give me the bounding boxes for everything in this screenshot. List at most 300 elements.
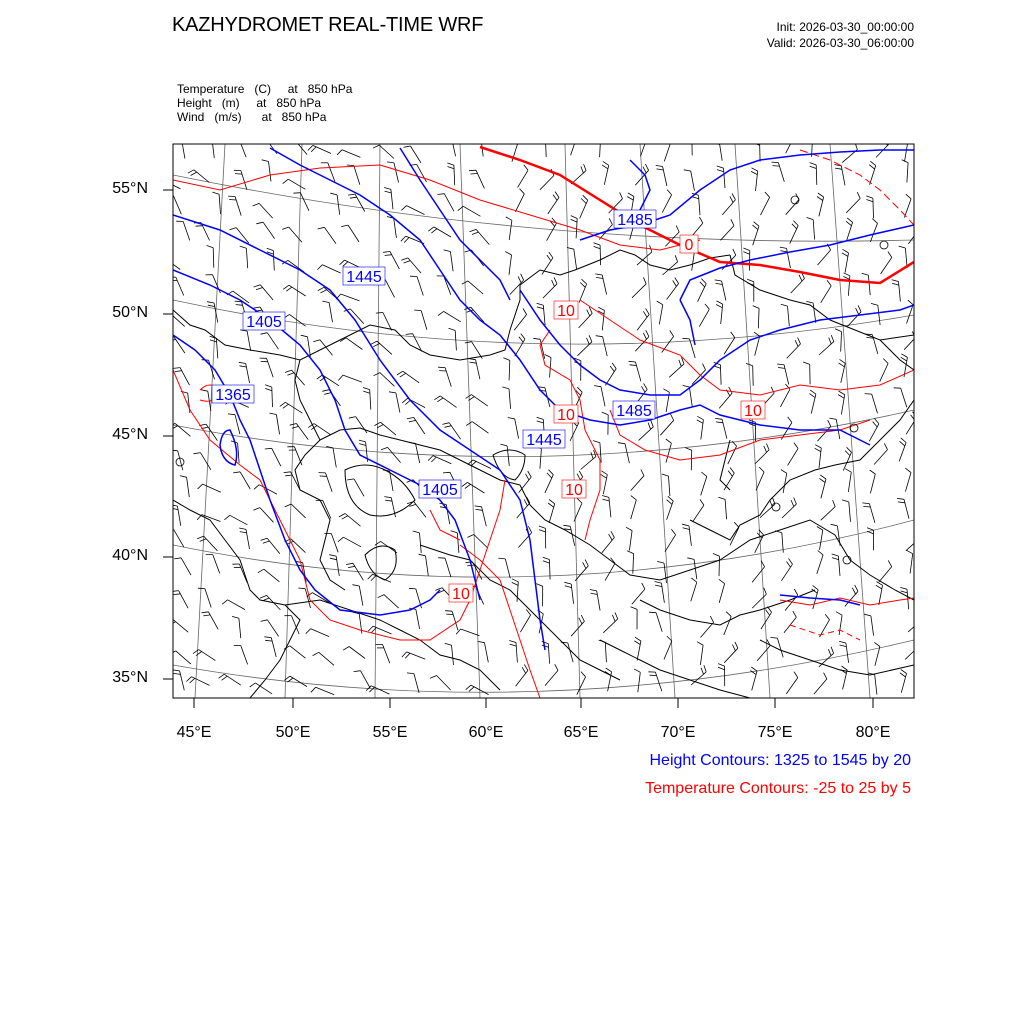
wind-barb-feather: [780, 247, 787, 248]
wind-barb-feather: [790, 130, 795, 135]
wind-barb-feather: [265, 385, 272, 387]
wind-barb-feather: [311, 687, 316, 692]
wind-barb: [380, 373, 395, 387]
wind-barb: [761, 197, 770, 215]
wind-barb-feather: [555, 192, 559, 198]
wind-barb: [224, 674, 241, 685]
wind-barb: [846, 643, 849, 663]
wind-barb: [724, 473, 734, 490]
wind-barb: [433, 456, 451, 464]
wind-barb: [543, 305, 545, 325]
wind-barb-feather: [874, 642, 880, 646]
wind-barb: [289, 314, 305, 326]
wind-barb-feather: [793, 221, 798, 226]
wind-barb-feather: [791, 500, 794, 507]
wind-barb-feather: [916, 222, 920, 228]
wind-barb-feather: [324, 393, 331, 395]
wind-barb-feather: [311, 147, 316, 152]
wind-barb-feather: [250, 683, 256, 687]
wind-barb: [669, 476, 670, 496]
wind-barb-feather: [794, 498, 797, 505]
svg-text:10: 10: [565, 482, 583, 499]
wind-barb-feather: [612, 363, 616, 369]
wind-barb: [271, 638, 276, 657]
wind-barb-feather: [348, 194, 355, 195]
wind-barb-feather: [173, 594, 180, 595]
wind-barb-feather: [634, 669, 640, 672]
wind-barb: [515, 194, 524, 212]
wind-barb-feather: [855, 585, 858, 591]
wind-barb-feather: [839, 363, 845, 367]
wind-barb: [164, 258, 180, 270]
wind-barb: [870, 474, 875, 493]
wind-barb: [694, 559, 697, 579]
wind-barb-feather: [283, 179, 289, 183]
wind-barb-feather: [668, 496, 673, 501]
wind-barb: [292, 370, 305, 385]
wind-barb: [848, 472, 851, 492]
wind-barb-feather: [284, 472, 291, 473]
wind-barb: [549, 560, 550, 580]
wind-barb-feather: [437, 398, 443, 402]
wind-barb-feather: [374, 373, 380, 376]
wind-barb: [753, 366, 754, 386]
wind-barb-feather: [813, 586, 819, 590]
wind-barb-feather: [825, 614, 829, 620]
wind-barb-feather: [770, 638, 777, 639]
wind-barb: [407, 206, 425, 215]
height-contour: [680, 225, 914, 300]
wind-barb: [176, 277, 184, 295]
wind-barb: [170, 313, 185, 326]
wind-barb-feather: [528, 526, 531, 532]
wind-barb: [509, 360, 510, 380]
wind-barb-feather: [865, 394, 872, 395]
wind-barb-feather: [428, 456, 433, 461]
wind-barb-feather: [716, 283, 723, 284]
wind-barb-feather: [222, 676, 228, 680]
wind-barb: [420, 533, 422, 553]
wind-barb-feather: [580, 283, 585, 288]
wind-barb: [199, 650, 216, 661]
wind-barb-feather: [435, 588, 442, 591]
wind-barb: [235, 197, 241, 216]
wind-barb-feather: [843, 249, 849, 253]
wind-barb: [908, 619, 923, 632]
wind-barb-feather: [524, 664, 528, 670]
wind-barb-feather: [831, 335, 834, 342]
wind-barb-feather: [641, 470, 644, 476]
wind-barb-feather: [498, 558, 505, 559]
wind-barb-feather: [888, 561, 891, 567]
wind-barb: [632, 284, 646, 298]
wind-barb: [814, 679, 827, 694]
wind-barb: [575, 566, 588, 581]
wind-barb-feather: [820, 475, 826, 479]
wind-barb-feather: [256, 222, 263, 224]
wind-barb-feather: [445, 139, 452, 140]
wind-barb-feather: [207, 302, 214, 303]
wind-barb-feather: [354, 671, 361, 672]
wind-barb-feather: [409, 420, 416, 422]
svg-text:10: 10: [557, 407, 575, 424]
wind-barb-feather: [587, 310, 590, 316]
wind-barb: [786, 200, 799, 215]
wind-barb-feather: [767, 607, 771, 613]
wind-barb-feather: [591, 593, 598, 594]
wind-barb-feather: [445, 611, 452, 612]
wind-barb-feather: [405, 653, 410, 658]
wind-barb: [178, 451, 183, 470]
wind-barb-feather: [577, 387, 582, 392]
wind-barb-feather: [548, 503, 554, 507]
wind-barb-feather: [902, 138, 908, 142]
wind-barb: [780, 389, 790, 407]
wind-barb-feather: [594, 134, 600, 137]
wind-barb-feather: [229, 200, 236, 201]
wind-barb-feather: [208, 305, 215, 306]
wind-barb: [454, 165, 455, 185]
wind-barb-feather: [171, 505, 178, 506]
wind-barb-feather: [730, 468, 734, 474]
wind-barb-feather: [701, 472, 707, 476]
wind-barb: [874, 450, 887, 465]
wind-barb-feather: [596, 277, 603, 278]
wind-barb: [701, 622, 714, 637]
wind-barb-feather: [352, 585, 359, 586]
wind-barb-feather: [475, 506, 482, 507]
wind-barb-feather: [818, 193, 824, 197]
wind-barb-feather: [900, 587, 907, 589]
wind-barb: [467, 482, 484, 493]
wind-barb-feather: [687, 558, 694, 560]
wind-barb: [881, 257, 892, 274]
wind-barb-feather: [897, 498, 904, 499]
wind-barb: [451, 137, 455, 157]
wind-barb: [177, 506, 180, 526]
wind-barb-feather: [870, 161, 875, 165]
wind-barb-feather: [666, 439, 672, 443]
wind-barb-feather: [780, 251, 787, 252]
wind-barb-feather: [447, 163, 454, 165]
wind-barb-feather: [842, 253, 848, 257]
wind-barb-feather: [542, 645, 549, 647]
wind-barb: [665, 535, 676, 552]
wind-barb-feather: [831, 524, 838, 526]
height-label-1365: [212, 385, 254, 404]
wind-barb: [724, 648, 738, 663]
wind-barb-feather: [701, 279, 706, 284]
temperature-field-label: Temperature (C) at 850 hPa: [177, 82, 353, 96]
wind-barb-feather: [667, 500, 672, 505]
wind-barb-feather: [285, 370, 292, 372]
wind-barb-feather: [571, 219, 577, 222]
wind-barb: [548, 644, 549, 664]
wind-barb: [581, 457, 596, 470]
wind-barb-feather: [603, 161, 609, 165]
wind-barb-feather: [280, 402, 286, 406]
wind-barb-feather: [901, 357, 907, 361]
wind-barb: [288, 179, 305, 189]
wind-barb-feather: [828, 420, 831, 426]
wind-barb: [228, 600, 245, 610]
wind-barb: [656, 613, 662, 632]
wind-barb-feather: [657, 169, 664, 170]
wind-barb: [445, 368, 451, 387]
wind-barb: [216, 338, 217, 358]
wind-barb-feather: [469, 359, 476, 360]
wind-barb-feather: [685, 133, 692, 135]
temp-label-10-north: [554, 301, 578, 320]
wind-barb-feather: [905, 468, 911, 472]
wind-barb: [187, 477, 190, 497]
wind-barb-feather: [343, 647, 349, 651]
wind-barb-feather: [641, 386, 645, 392]
wind-barb-feather: [240, 532, 247, 533]
wind-barb-feather: [409, 442, 416, 443]
wind-barb: [811, 394, 816, 414]
wind-barb-feather: [406, 334, 413, 335]
wind-barb: [605, 642, 606, 662]
wind-barb: [580, 200, 588, 218]
svg-text:0: 0: [684, 237, 694, 254]
wind-barb-feather: [384, 188, 391, 190]
wind-barb-feather: [264, 637, 271, 638]
wind-barb-feather: [261, 620, 268, 622]
wind-barb-feather: [561, 642, 568, 643]
wind-barb: [343, 375, 362, 382]
wind-barb: [720, 226, 734, 241]
wind-barb-feather: [318, 227, 325, 229]
wind-barb-feather: [631, 496, 637, 500]
wind-barb: [631, 476, 644, 491]
wind-barb-feather: [651, 420, 654, 427]
wind-barb-feather: [866, 200, 873, 202]
wind-barb-feather: [397, 371, 403, 375]
wind-barb-feather: [670, 331, 674, 337]
wind-barb: [434, 227, 451, 237]
wind-barb-feather: [697, 416, 703, 419]
svg-text:1445: 1445: [346, 269, 382, 286]
wind-barb: [906, 537, 921, 550]
wind-barb-feather: [539, 138, 546, 140]
wind-barb: [841, 332, 842, 352]
wind-barb-feather: [921, 612, 923, 619]
wind-barb-feather: [815, 445, 821, 448]
wind-barb-feather: [474, 139, 481, 141]
temp-label-10-central: [554, 405, 578, 424]
wind-barb-feather: [253, 203, 260, 206]
wind-barb: [336, 556, 339, 576]
wind-barb: [396, 393, 400, 413]
wind-barb: [609, 497, 611, 517]
wind-barb-feather: [743, 248, 749, 251]
wind-barb-feather: [308, 145, 313, 150]
wind-barb-feather: [470, 229, 477, 231]
wind-barb-feather: [203, 615, 210, 616]
wind-barb: [817, 426, 830, 441]
wind-barb-feather: [591, 452, 593, 459]
wind-barb-feather: [710, 616, 713, 622]
wind-barb-feather: [313, 340, 320, 342]
wind-barb-feather: [509, 641, 516, 643]
height-contour-legend: Height Contours: 1325 to 1545 by 20: [649, 752, 911, 769]
wind-barb: [755, 336, 760, 355]
wind-barb-feather: [577, 474, 580, 480]
wind-barb-feather: [413, 531, 420, 533]
wind-barb: [260, 285, 273, 300]
wind-barb-feather: [526, 474, 529, 480]
wind-barb-feather: [174, 558, 181, 559]
wind-barb-feather: [190, 678, 195, 683]
wind-barb: [693, 505, 704, 522]
wind-barb-feather: [876, 585, 882, 589]
wind-barb-feather: [373, 344, 379, 347]
wind-barb: [899, 443, 906, 462]
wind-barb-feather: [466, 685, 471, 690]
wind-barb-feather: [254, 485, 259, 490]
wind-barb-feather: [521, 334, 525, 340]
wind-barb-feather: [467, 535, 473, 538]
wind-barb-feather: [583, 562, 586, 568]
wind-barb-feather: [444, 136, 451, 137]
wind-barb-feather: [321, 290, 327, 293]
wind-barb: [667, 284, 679, 300]
wind-barb-feather: [807, 218, 814, 220]
wind-barb-feather: [401, 206, 406, 211]
wind-barb-feather: [609, 218, 612, 224]
wind-barb-feather: [718, 497, 725, 499]
wind-barb-feather: [431, 229, 437, 233]
wind-barb: [238, 443, 240, 463]
wind-barb-feather: [549, 500, 555, 504]
wind-barb: [698, 284, 707, 302]
wind-barb: [777, 638, 783, 657]
wind-barb: [239, 618, 241, 638]
wind-barb: [540, 449, 542, 469]
wind-barb-feather: [867, 531, 874, 534]
wind-barb-feather: [167, 619, 173, 622]
wind-barb-feather: [430, 676, 437, 679]
wind-barb-feather: [913, 412, 917, 418]
wind-barb-feather: [470, 362, 477, 363]
temperature-contour: [173, 165, 700, 250]
wind-barb-feather: [330, 558, 337, 560]
wind-barb: [579, 313, 593, 328]
wind-barb-feather: [253, 508, 260, 511]
wind-barb-feather: [466, 395, 472, 399]
wind-barb-feather: [683, 338, 690, 339]
wind-barb-feather: [747, 283, 754, 286]
wind-barb-feather: [371, 576, 376, 581]
wind-barb-feather: [697, 420, 703, 423]
wind-barb-feather: [642, 133, 647, 138]
wind-barb-feather: [197, 536, 204, 539]
wind-barb-feather: [338, 537, 343, 542]
wind-barb-feather: [799, 275, 802, 281]
wind-barb-feather: [867, 528, 874, 531]
wind-barb-feather: [629, 361, 636, 362]
wind-barb-feather: [549, 470, 554, 475]
wind-barb-feather: [602, 412, 609, 415]
wind-barb: [267, 358, 274, 377]
wind-barb-feather: [381, 447, 388, 449]
wind-barb: [879, 567, 892, 582]
wind-barb-feather: [717, 170, 724, 172]
wind-barb: [472, 342, 483, 359]
wind-barb-feather: [818, 551, 823, 555]
wind-barb-feather: [715, 418, 722, 419]
wind-barb: [755, 450, 769, 464]
wind-barb-feather: [239, 362, 246, 363]
wind-barb-feather: [871, 303, 878, 305]
wind-barb-feather: [543, 557, 550, 559]
wind-barb: [379, 145, 394, 158]
wind-barb-feather: [835, 329, 841, 332]
wind-barb-feather: [655, 582, 662, 584]
wind-barb-feather: [307, 593, 313, 597]
wind-barb: [209, 360, 215, 379]
height-label-1445-south: [523, 430, 565, 449]
wind-barb: [571, 584, 573, 604]
wind-barb-feather: [839, 391, 845, 395]
svg-text:1405: 1405: [422, 482, 458, 499]
wind-barb: [625, 444, 629, 464]
wind-barb-feather: [840, 359, 846, 363]
wind-barb: [300, 193, 309, 211]
wind-barb-feather: [606, 668, 612, 672]
wind-barb-feather: [512, 582, 518, 585]
wind-barb: [239, 564, 247, 583]
wind-barb-feather: [594, 138, 600, 141]
height-field-label: Height (m) at 850 hPa: [177, 96, 322, 110]
wind-barb-feather: [892, 280, 899, 282]
wind-barb: [247, 331, 251, 351]
wind-barb-feather: [437, 194, 444, 195]
wind-barb: [691, 171, 695, 191]
wind-barb-feather: [730, 196, 733, 202]
wind-barb-feather: [500, 444, 507, 446]
wind-barb: [174, 530, 184, 547]
wind-barb: [391, 189, 393, 209]
wind-barb-feather: [704, 665, 706, 672]
wind-barb: [476, 229, 489, 244]
wind-barb-feather: [819, 478, 825, 482]
wind-barb-feather: [585, 560, 588, 566]
wind-barb-feather: [402, 652, 407, 657]
wind-barb: [761, 612, 772, 629]
wind-barb: [345, 514, 360, 527]
wind-barb: [756, 472, 764, 490]
wind-barb-feather: [506, 217, 512, 220]
wind-barb-feather: [874, 418, 879, 423]
wind-barb-feather: [901, 669, 907, 673]
wind-barb-feather: [444, 250, 451, 252]
wind-barb-feather: [188, 170, 194, 173]
wind-barb-feather: [915, 329, 918, 335]
wind-barb: [416, 443, 420, 463]
wind-barb-feather: [253, 307, 260, 308]
wind-barb: [639, 427, 654, 441]
svg-text:1365: 1365: [215, 387, 251, 404]
wind-barb-feather: [287, 373, 294, 375]
wind-barb: [269, 162, 272, 182]
wind-barb-feather: [901, 591, 908, 593]
wind-barb-feather: [368, 574, 373, 579]
wind-barb-feather: [734, 522, 739, 527]
wind-barb-feather: [306, 629, 311, 634]
wind-barb: [597, 591, 600, 611]
